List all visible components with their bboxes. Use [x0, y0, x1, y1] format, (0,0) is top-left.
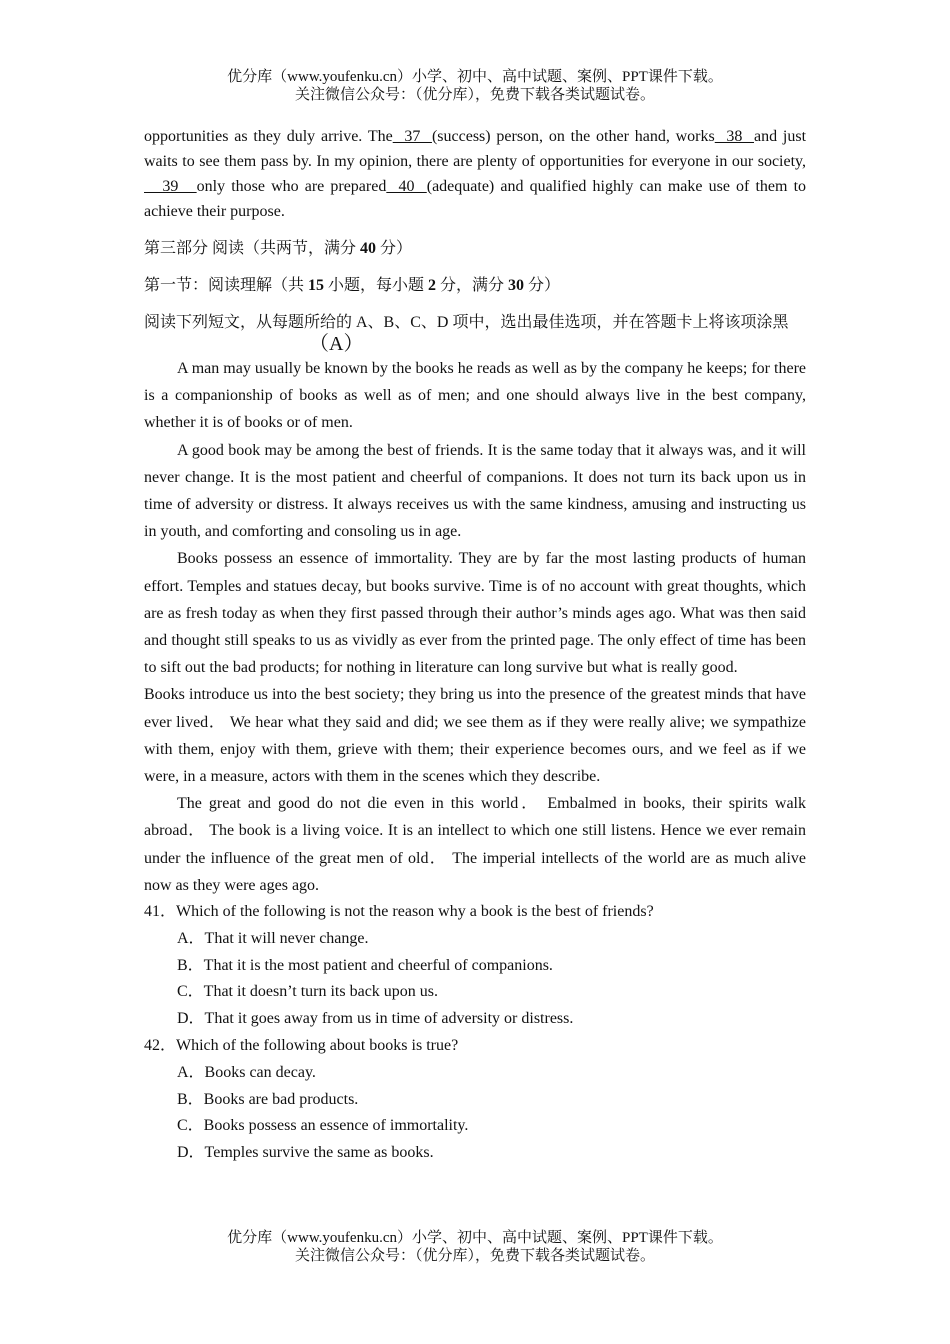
blank-38: 38	[714, 128, 754, 145]
page-content	[144, 124, 806, 1167]
section-3-1-text-c: 小题，每小题	[324, 277, 429, 294]
passage-title: （A）	[309, 333, 364, 355]
cloze-text-3: and just waits to see them pass by. In my opinion, there are plenty of opportunities for everyone in our society,	[144, 128, 807, 170]
total-score: 30	[508, 277, 525, 294]
question-42	[144, 1033, 806, 1167]
question-stem: 41．Which of the following is not the reason why a book is the best of friends?	[144, 903, 654, 921]
option-d: D．Temples survive the same as books.	[177, 1144, 434, 1162]
option-a: A．That it will never change.	[177, 929, 369, 947]
cloze-text-5: (adequate) and qualified highly can make use of them to achieve their purpose.	[144, 178, 807, 220]
option-c: C．That it doesn’t turn its back upon us.	[177, 983, 439, 1001]
footer-line-1: 优分库（www.youfenku.cn）小学、初中、高中试题、案例、PPT课件下载。	[227, 1230, 723, 1246]
section-3-1-text-g: 分）	[524, 277, 561, 294]
blank-39: 39	[144, 178, 197, 195]
question-stem: 42．Which of the following about books is true?	[144, 1037, 459, 1055]
blank-40: 40	[386, 178, 427, 195]
passage-paragraph-4: Books introduce us into the best society; they bring us into the presence of the greatest minds that have ever lived． We hear what they said and did; we see them as if they were really alive; we sympathize with them, enjoy with them, grieve with them; their experience becomes ours, and we feel as if we were, in a measure, actors with them in the scenes which they describe.	[144, 686, 806, 786]
cloze-text-1: opportunities as they duly arrive. The	[144, 128, 393, 145]
section-3-score: 40	[360, 240, 377, 257]
section-3-text-a: 第三部分 阅读（共两节，满分	[144, 240, 361, 257]
passage-paragraph-1: A man may usually be known by the books he reads as well as by the company he keeps; for there is a companionship of books as well as of men; and one should always live in the best company, whether it is of books or of men.	[144, 360, 806, 432]
passage-paragraph-2: A good book may be among the best of friends. It is the same today that it always was, and it will never change. It is the most patient and cheerful of companions. It does not turn its back upon us in time of adversity or distress. It always receives us with the same kindness, amusing and instructing us in youth, and comforting and consoling us in age.	[144, 441, 806, 541]
section-3-1-text-e: 分，满分	[436, 277, 509, 294]
footer-line-2: 关注微信公众号：（优分库），免费下载各类试题试卷。	[294, 1248, 655, 1264]
option-b: B．Books are bad products.	[177, 1090, 359, 1108]
passage-paragraph-5: The great and good do not die even in this world． Embalmed in books, their spirits walk abroad． The book is a living voice. It is an intellect to which one still listens. Hence we ever remain under the influence of the great men of old． The imperial intellects of the world are as much alive now as they were ages ago.	[144, 795, 806, 894]
section-3-text-c: 分）	[376, 240, 413, 257]
section-3-heading	[144, 236, 806, 261]
page-footer	[0, 1229, 950, 1265]
passage-paragraph-3: Books possess an essence of immortality. They are by far the most lasting products of human effort. Temples and statues decay, but books survive. Time is of no account with great thoughts, which are as fresh today as when they first passed through their author’s minds ages ago. What was then said and thought still speaks to us as vividly as ever from the printed page. The only effect of time has been to sift out the bad products; for nothing in literature can long survive but what is really good.	[144, 550, 806, 677]
header-line-1: 优分库（www.youfenku.cn）小学、初中、高中试题、案例、PPT课件下载。	[227, 69, 723, 85]
passage	[144, 355, 806, 899]
question-count: 15	[308, 277, 325, 294]
option-c: C．Books possess an essence of immortality.	[177, 1117, 469, 1135]
question-41	[144, 899, 806, 1033]
page-header	[0, 68, 950, 104]
blank-37: 37	[392, 128, 432, 145]
cloze-text-4: only those who are prepared	[196, 178, 387, 195]
header-line-2: 关注微信公众号：（优分库），免费下载各类试题试卷。	[294, 87, 655, 103]
cloze-text-2: (success) person, on the other hand, works	[431, 128, 715, 145]
instruction: 阅读下列短文，从每题所给的 A、B、C、D 项中，选出最佳选项，并在答题卡上将该项涂黑	[144, 314, 789, 331]
option-a: A．Books can decay.	[177, 1063, 316, 1081]
per-question-score: 2	[428, 277, 437, 294]
option-b: B．That it is the most patient and cheerful of companions.	[177, 956, 553, 974]
section-3-1-text-a: 第一节：阅读理解（共	[144, 277, 309, 294]
cloze-paragraph	[144, 124, 806, 224]
option-d: D．That it goes away from us in time of adversity or distress.	[177, 1010, 574, 1028]
section-3-1-heading	[144, 273, 806, 298]
